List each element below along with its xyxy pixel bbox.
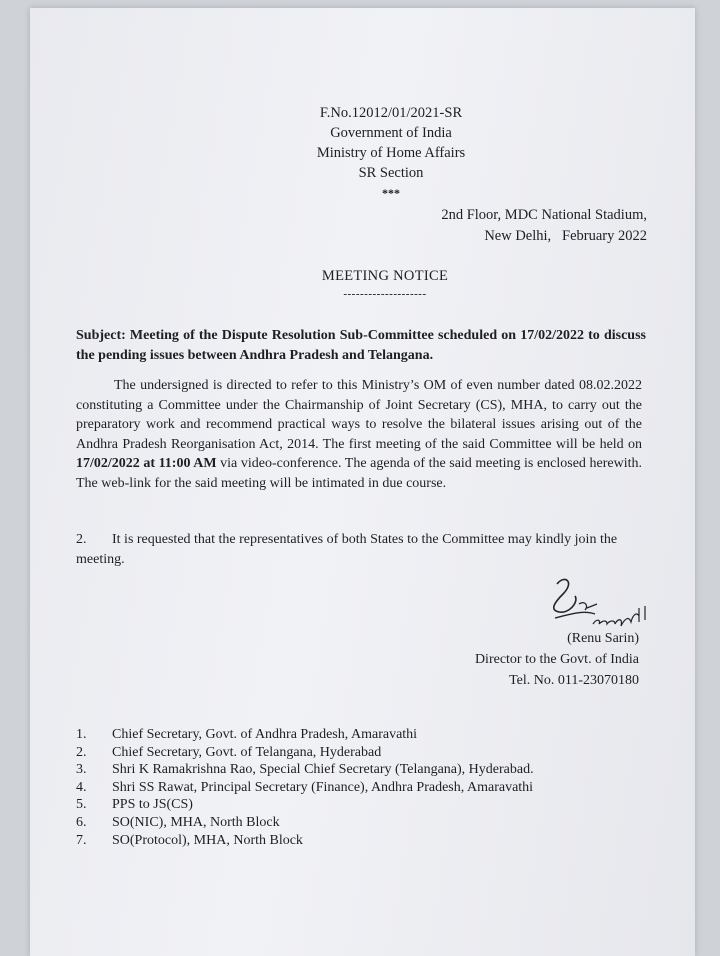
address-line-1: 2nd Floor, MDC National Stadium,	[441, 207, 647, 223]
address-line-2: New Delhi, February 2022	[484, 227, 647, 244]
paragraph-1-body	[76, 376, 642, 493]
ministry-name: Ministry of Home Affairs	[316, 145, 466, 161]
notice-underline: --------------------	[343, 288, 427, 300]
signatory-designation: Director to the Govt. of India	[474, 652, 639, 667]
letterhead	[260, 103, 522, 203]
paragraph-2-text: It is requested that the representatives of both States to the Committee may kindly join the meeting.	[76, 532, 618, 567]
document-page	[30, 8, 695, 956]
list-item: 3. Shri K Ramakrishna Rao, Special Chief Secretary (Telangana), Hyderabad.	[76, 762, 534, 778]
government-name: Government of India	[330, 125, 452, 141]
list-item: 2. Chief Secretary, Govt. of Telangana, Hyderabad	[76, 744, 382, 760]
meeting-datetime: 17/02/2022 at 11:00 AM	[76, 456, 217, 471]
distribution-list	[76, 726, 534, 849]
list-item: 6. SO(NIC), MHA, North Block	[76, 814, 280, 830]
section-name: SR Section	[358, 165, 424, 181]
signatory-block	[475, 628, 639, 691]
paragraph-1-text-a: The undersigned is directed to refer to this Ministry’s OM of even number dated 08.02.2022 constituting a Committee under the Chairmanship of Joint Secretary (CS), MHA, to carry out the preparatory work and recommend practical ways to resolve the bilateral issues arising out of the Andhra Pradesh Reorganisation Act, 2014. The first meeting of the said Committee will be held on	[76, 378, 642, 452]
notice-title: MEETING NOTICE	[321, 268, 449, 284]
paragraph-1	[76, 376, 642, 493]
list-item: 1. Chief Secretary, Govt. of Andhra Pradesh, Amaravathi	[76, 727, 418, 742]
subject-line: Subject: Meeting of the Dispute Resolution Sub-Committee scheduled on 17/02/2022 to discuss the pending issues between Andhra Pradesh and Telangana.	[76, 328, 646, 363]
list-item: 5. PPS to JS(CS)	[76, 797, 193, 813]
paragraph-2-number: 2.	[76, 532, 87, 547]
file-number: F.No.12012/01/2021-SR	[319, 105, 463, 121]
signatory-name: (Renu Sarin)	[567, 631, 639, 646]
list-item: 4. Shri SS Rawat, Principal Secretary (Finance), Andhra Pradesh, Amaravathi	[76, 779, 534, 795]
address-block	[441, 205, 647, 246]
list-item: 7. SO(Protocol), MHA, North Block	[76, 832, 303, 848]
paragraph-2	[76, 530, 642, 569]
signatory-telephone: Tel. No. 011-23070180	[509, 673, 639, 688]
paragraph-1-text-b: via video-conference. The agenda of the said meeting is enclosed herewith. The web-link for the said meeting will be intimated in due course.	[76, 456, 642, 491]
separator: ***	[382, 186, 400, 200]
